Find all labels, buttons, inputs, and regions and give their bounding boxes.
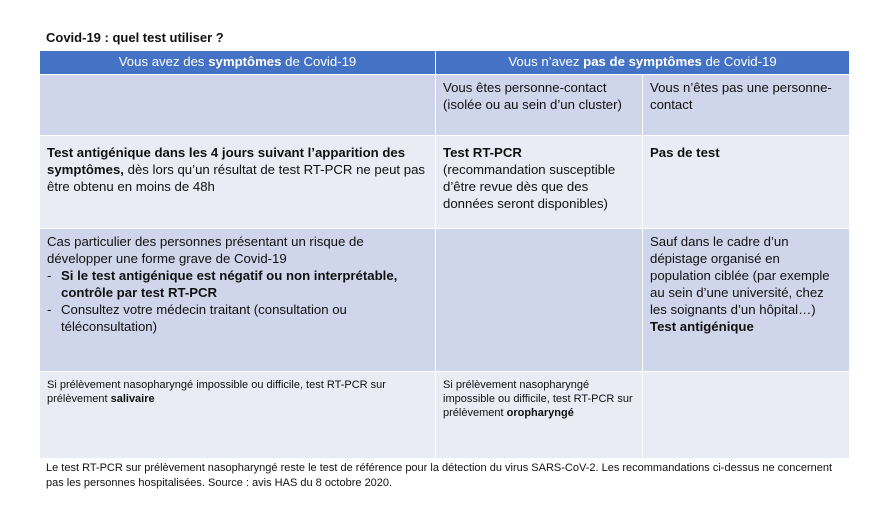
header-no-symptoms: Vous n’avez pas de symptômes de Covid-19 <box>436 51 850 75</box>
list-item: - Si le test antigénique est négatif ou non interprétable, contrôle par test RT-PCR <box>47 268 398 300</box>
not-contact-no-test-cell: Pas de test <box>643 136 850 229</box>
symptoms-special-case-cell <box>40 229 436 372</box>
contact-oropharyngeal-cell: Si prélèvement nasopharyngé impossible ou difficile, test RT-PCR sur prélèvement oropharyngé <box>436 372 643 459</box>
table-header-row <box>40 51 850 75</box>
not-contact-screening-cell: Sauf dans le cadre d’un dépistage organisé en population ciblée (par exemple au sein d’une université, chez les soignants d’un hôpital…) Test antigénique <box>643 229 850 372</box>
symptoms-antigen-cell: Test antigénique dans les 4 jours suivant l’apparition des symptômes, dès lors qu’un résultat de test RT-PCR ne peut pas être obtenu en moins de 48h <box>40 136 436 229</box>
table-row <box>40 229 850 372</box>
contact-label: Vous êtes personne-contact (isolée ou au sein d’un cluster) <box>436 75 643 136</box>
empty-cell <box>436 229 643 372</box>
symptoms-saliva-cell: Si prélèvement nasopharyngé impossible ou difficile, test RT-PCR sur prélèvement salivaire <box>40 372 436 459</box>
page-title: Covid-19 : quel test utiliser ? <box>46 30 224 45</box>
table-row <box>40 136 850 229</box>
special-case-intro: Cas particulier des personnes présentant un risque de développer une forme grave de Covid-19 <box>47 234 364 266</box>
empty-cell <box>40 75 436 136</box>
list-item: - Consultez votre médecin traitant (consultation ou téléconsultation) <box>47 302 347 334</box>
footnote: Le test RT-PCR sur prélèvement nasopharyngé reste le test de référence pour la détection du virus SARS-CoV-2. Les recommandations ci-dessus ne concernent pas les personnes hospitalisées. Source : avis HAS du 8 octobre 2020. <box>46 462 833 489</box>
contact-rtpcr-cell: Test RT-PCR (recommandation susceptible d’être revue dès que des données seront disponibles) <box>436 136 643 229</box>
not-contact-label: Vous n’êtes pas une personne-contact <box>643 75 850 136</box>
empty-cell <box>643 372 850 459</box>
table-row <box>40 372 850 459</box>
test-recommendation-table <box>39 50 850 459</box>
header-symptoms: Vous avez des symptômes de Covid-19 <box>40 51 436 75</box>
table-row <box>40 75 850 136</box>
